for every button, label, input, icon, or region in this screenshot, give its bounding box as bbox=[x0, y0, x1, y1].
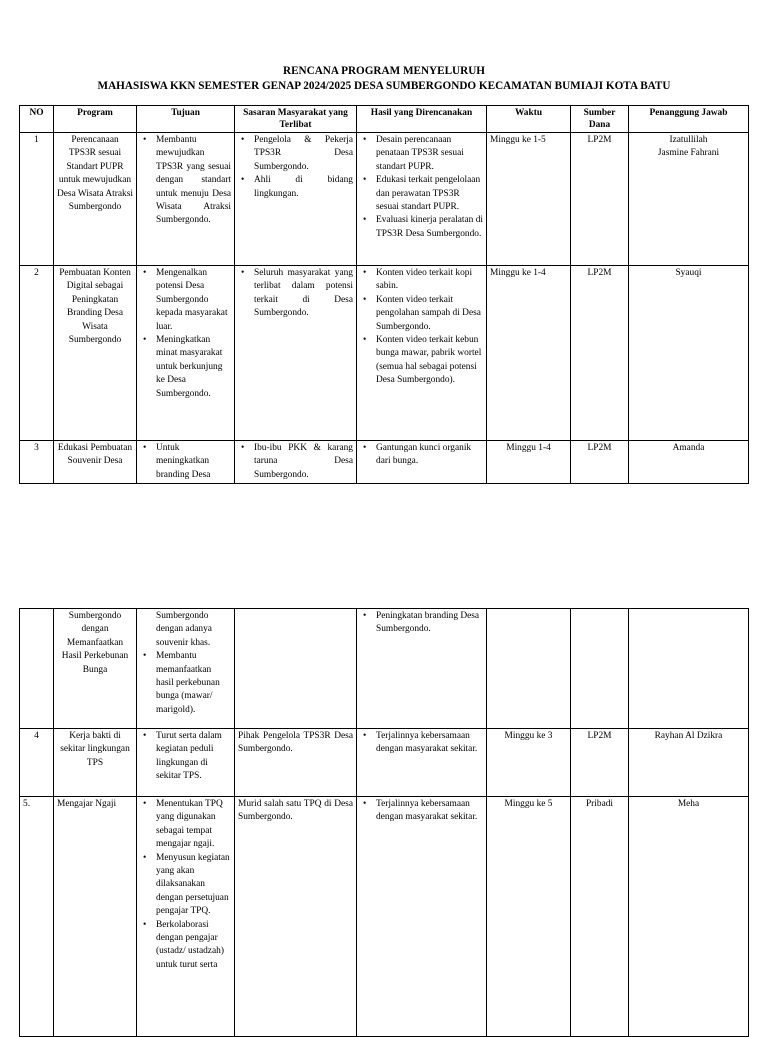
row-tujuan bbox=[137, 609, 235, 729]
table-row bbox=[20, 133, 749, 266]
row-sumber-dana bbox=[571, 609, 629, 729]
list-item: • Konten video terkait kopi sabin. bbox=[360, 267, 483, 294]
header-tujuan: Tujuan bbox=[137, 106, 235, 133]
list-item: • Konten video terkait kebun bunga mawar, pabrik wortel (semua hal sebagai potensi Desa Sumbergondo). bbox=[360, 334, 483, 388]
header-waktu: Waktu bbox=[487, 106, 571, 133]
header-sumber-dana: Sumber Dana bbox=[571, 106, 629, 133]
document-subtitle: MAHASISWA KKN SEMESTER GENAP 2024/2025 DESA SUMBERGONDO KECAMATAN BUMIAJI KOTA BATU bbox=[97, 80, 671, 92]
row-waktu: Minggu ke 3 bbox=[487, 729, 571, 797]
row-program: Sumbergondo dengan Memanfaatkan Hasil Perkebunan Bunga bbox=[54, 609, 137, 729]
row-no: 1 bbox=[20, 133, 54, 266]
row-hasil bbox=[357, 729, 487, 797]
header-hasil: Hasil yang Direncanakan bbox=[357, 106, 487, 133]
row-sasaran: Pihak Pengelola TPS3R Desa Sumbergondo. bbox=[235, 729, 357, 797]
program-table-page-2 bbox=[19, 608, 749, 1037]
row-sasaran bbox=[235, 266, 357, 441]
list-item: • Pengelola & Pekerja TPS3R Desa Sumbergondo. bbox=[238, 134, 353, 174]
row-program: Edukasi Pembuatan Souvenir Desa bbox=[54, 441, 137, 484]
table-row bbox=[20, 797, 749, 1037]
row-program: Mengajar Ngaji bbox=[54, 797, 137, 1037]
row-sumber-dana: LP2M bbox=[571, 441, 629, 484]
list-item: • Turut serta dalam kegiatan peduli lingkungan di sekitar TPS. bbox=[140, 730, 231, 784]
person-name: Jasmine Fahrani bbox=[657, 148, 720, 159]
list-item: • Edukasi terkait pengelolaan dan perawatan TPS3R sesuai standart PUPR. bbox=[360, 174, 483, 214]
list-item: • Terjalinnya kebersamaan dengan masyarakat sekitar. bbox=[360, 798, 483, 825]
list-item: • Desain perencanaan penataan TPS3R sesuai standart PUPR. bbox=[360, 134, 483, 174]
row-tujuan bbox=[137, 266, 235, 441]
list-item: • Seluruh masyarakat yang terlibat dalam potensi terkait di Desa Sumbergondo. bbox=[238, 267, 353, 321]
list-item: • Untuk meningkatkan branding Desa bbox=[140, 442, 231, 482]
row-waktu: Minggu 1-4 bbox=[487, 441, 571, 484]
list-item: • Membantu mewujudkan TPS3R yang sesuai dengan standart untuk menuju Desa Wisata Atraksi Sumbergondo. bbox=[140, 134, 231, 228]
row-no: 5. bbox=[20, 797, 54, 1037]
list-item: • Meningkatkan minat masyarakat untuk berkunjung ke Desa Sumbergondo. bbox=[140, 334, 231, 401]
list-item: • Gantungan kunci organik dari bunga. bbox=[360, 442, 483, 469]
program-table-page-1 bbox=[19, 105, 749, 484]
row-sasaran: Murid salah satu TPQ di Desa Sumbergondo. bbox=[235, 797, 357, 1037]
list-item: • Evaluasi kinerja peralatan di TPS3R Desa Sumbergondo. bbox=[360, 214, 483, 241]
row-program: Kerja bakti di sekitar lingkungan TPS bbox=[54, 729, 137, 797]
table-row bbox=[20, 441, 749, 484]
row-tujuan bbox=[137, 797, 235, 1037]
table-row bbox=[20, 729, 749, 797]
header-sasaran: Sasaran Masyarakat yang Terlibat bbox=[235, 106, 357, 133]
row-tujuan bbox=[137, 441, 235, 484]
row-penanggung-jawab bbox=[629, 133, 749, 266]
row-sasaran bbox=[235, 133, 357, 266]
row-tujuan bbox=[137, 729, 235, 797]
row-program: Pembuatan Konten Digital sebagai Peningkatan Branding Desa Wisata Sumbergondo bbox=[54, 266, 137, 441]
row-hasil bbox=[357, 133, 487, 266]
person-name: Izatullilah bbox=[669, 135, 708, 145]
row-sumber-dana: LP2M bbox=[571, 133, 629, 266]
table-row bbox=[20, 609, 749, 729]
list-item: • Ahli di bidang lingkungan. bbox=[238, 174, 353, 201]
row-sasaran bbox=[235, 609, 357, 729]
row-waktu: Minggu ke 1-5 bbox=[487, 133, 571, 266]
row-penanggung-jawab: Amanda bbox=[629, 441, 749, 484]
document-title: RENCANA PROGRAM MENYELURUH bbox=[283, 65, 485, 77]
list-item: • Berkolaborasi dengan pengajar (ustadz/ ustadzah) untuk turut serta bbox=[140, 919, 231, 973]
list-item: • Terjalinnya kebersamaan dengan masyarakat sekitar. bbox=[360, 730, 483, 757]
row-no: 3 bbox=[20, 441, 54, 484]
row-sasaran bbox=[235, 441, 357, 484]
row-no bbox=[20, 609, 54, 729]
row-no: 2 bbox=[20, 266, 54, 441]
header-program: Program bbox=[54, 106, 137, 133]
row-hasil bbox=[357, 266, 487, 441]
header-no: NO bbox=[20, 106, 54, 133]
header-penanggung-jawab: Penanggung Jawab bbox=[629, 106, 749, 133]
row-hasil bbox=[357, 441, 487, 484]
row-hasil bbox=[357, 797, 487, 1037]
continued-text: Sumbergondo dengan adanya souvenir khas. bbox=[156, 611, 212, 648]
row-penanggung-jawab: Rayhan Al Dzikra bbox=[629, 729, 749, 797]
table-header-row bbox=[20, 106, 749, 133]
row-sumber-dana: LP2M bbox=[571, 729, 629, 797]
list-item: • Peningkatan branding Desa Sumbergondo. bbox=[360, 610, 483, 637]
row-penanggung-jawab: Syauqi bbox=[629, 266, 749, 441]
table-row bbox=[20, 266, 749, 441]
row-sumber-dana: Pribadi bbox=[571, 797, 629, 1037]
row-waktu: Minggu ke 1-4 bbox=[487, 266, 571, 441]
row-waktu: Minggu ke 5 bbox=[487, 797, 571, 1037]
list-item: • Membantu memanfaatkan hasil perkebunan bunga (mawar/ marigold). bbox=[140, 650, 231, 717]
list-item: • Menentukan TPQ yang digunakan sebagai tempat mengajar ngaji. bbox=[140, 798, 231, 852]
row-penanggung-jawab: Meha bbox=[629, 797, 749, 1037]
list-item: • Menyusun kegiatan yang akan dilaksanakan dengan persetujuan pengajar TPQ. bbox=[140, 852, 231, 919]
row-waktu bbox=[487, 609, 571, 729]
row-hasil bbox=[357, 609, 487, 729]
row-tujuan bbox=[137, 133, 235, 266]
list-item: • Konten video terkait pengolahan sampah di Desa Sumbergondo. bbox=[360, 294, 483, 334]
row-program: Perencanaan TPS3R sesuai Standart PUPR untuk mewujudkan Desa Wisata Atraksi Sumbergondo bbox=[54, 133, 137, 266]
list-item: • Ibu-ibu PKK & karang taruna Desa Sumbergondo. bbox=[238, 442, 353, 482]
row-sumber-dana: LP2M bbox=[571, 266, 629, 441]
row-no: 4 bbox=[20, 729, 54, 797]
list-item: • Mengenalkan potensi Desa Sumbergondo kepada masyarakat luar. bbox=[140, 267, 231, 334]
row-penanggung-jawab bbox=[629, 609, 749, 729]
